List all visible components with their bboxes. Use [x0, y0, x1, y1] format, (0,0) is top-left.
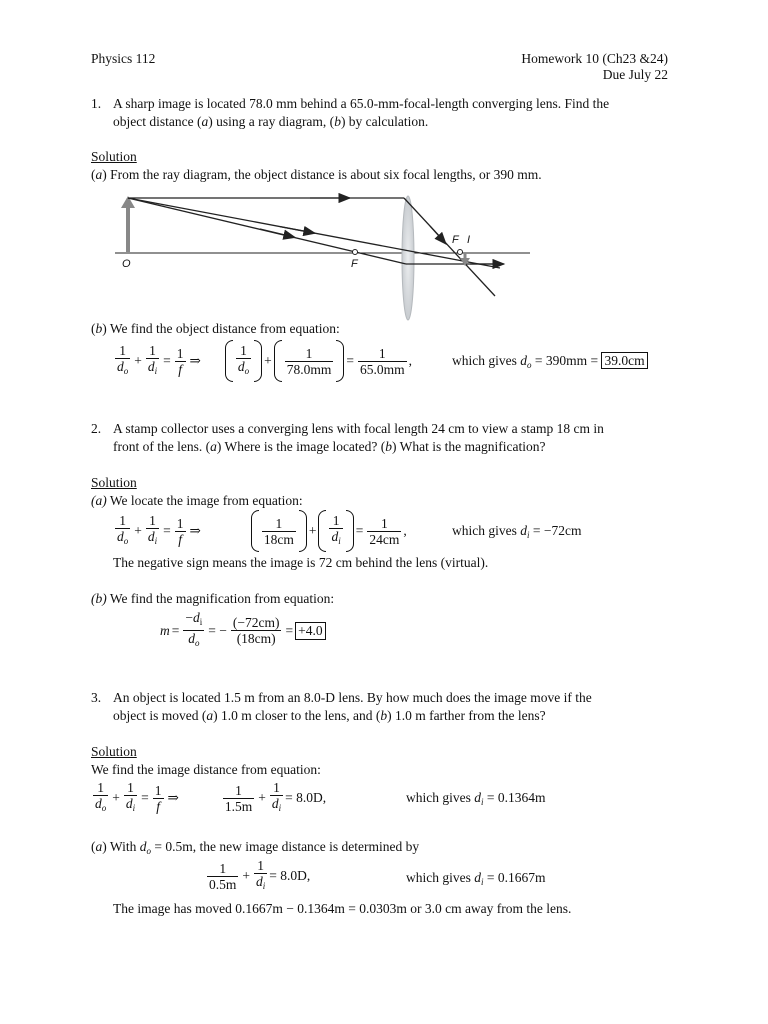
- solution-2b-text: (b) We find the magnification from equation:: [91, 591, 335, 606]
- focal-point-right: [458, 250, 463, 255]
- problem-3-line-2: object is moved (a) 1.0 m closer to the lens, and (b) 1.0 m farther from the lens?: [113, 708, 546, 723]
- problem-1-line-1: A sharp image is located 78.0 mm behind a 65.0-mm-focal-length converging lens. Find the: [113, 96, 610, 111]
- ray-diagram: [110, 188, 540, 323]
- solution-1-heading: Solution: [91, 149, 137, 164]
- solution-1a-text: (a) From the ray diagram, the object distance is about six focal lengths, or 390 mm.: [91, 167, 542, 182]
- image-moved-text: The image has moved 0.1667m − 0.1364m = 0.0303m or 3.0 cm away from the lens.: [113, 901, 572, 916]
- equation-2: $\frac{1}{d_o}$ + $\frac{1}{d_i}$ = $\frac{1}{f}$ ⇒ $\frac{1}{18cm}$ + $\frac{1}{d_i}$ = $\frac{1}{24cm}$ ,: [113, 510, 407, 552]
- problem-1-number: 1.: [91, 96, 102, 111]
- equation-1: $\frac{1}{d_o}$ + $\frac{1}{d_i}$ = $\frac{1}{f}$ ⇒ $\frac{1}{d_o}$ + $\frac{1}{78.0mm}$ = $\frac{1}{65.0mm}$ ,: [113, 340, 412, 382]
- label-F-right: F: [452, 234, 459, 246]
- negative-sign-note: The negative sign means the image is 72 cm behind the lens (virtual).: [113, 555, 489, 570]
- solution-1b-text: (b) We find the object distance from equation:: [91, 321, 340, 336]
- focal-point-left: [353, 250, 358, 255]
- magnification-equation: m = $\frac{-d_i}{d_o}$ = − $\frac{(-72cm)}{(18cm)}$ = +4.0: [160, 610, 326, 651]
- equation-2-result: which gives $d_i = -72cm$: [452, 523, 582, 540]
- solution-3a-text: (a) With $d_o = 0.5m$, the new image distance is determined by: [91, 839, 420, 856]
- label-F-left: F: [351, 258, 358, 270]
- ray-refracted: [404, 198, 495, 296]
- problem-3-line-1: An object is located 1.5 m from an 8.0-D lens. By how much does the image move if the: [113, 690, 592, 705]
- solution-3-intro: We find the image distance from equation:: [91, 762, 321, 777]
- solution-3-heading: Solution: [91, 744, 137, 759]
- problem-2-number: 2.: [91, 421, 102, 436]
- answer-1-box: 39.0cm: [601, 352, 647, 369]
- label-I: I: [467, 234, 471, 246]
- solution-2a-text: (a) We locate the image from equation:: [91, 493, 303, 508]
- problem-2-line-2: front of the lens. (a) Where is the image located? (b) What is the magnification?: [113, 439, 546, 454]
- homework-title: Homework 10 (Ch23 &24): [521, 51, 668, 66]
- solution-2-heading: Solution: [91, 475, 137, 490]
- label-O: O: [122, 258, 131, 270]
- answer-2-box: +4.0: [295, 622, 326, 640]
- equation-3a: $\frac{1}{0.5m}$ + $\frac{1}{d_i}$ = 8.0D,: [209, 858, 311, 892]
- problem-3-number: 3.: [91, 690, 102, 705]
- equation-1-result: which gives $d_o = 390mm = 39.0cm$: [452, 352, 648, 374]
- course-title: Physics 112: [91, 51, 156, 66]
- problem-2-line-1: A stamp collector uses a converging lens with focal length 24 cm to view a stamp 18 cm in: [113, 421, 604, 436]
- equation-3-result: which gives $d_i = 0.1364m$: [406, 790, 546, 807]
- lens-shape: [402, 196, 414, 320]
- problem-1-line-2: object distance (a) using a ray diagram, (b) by calculation.: [113, 114, 429, 129]
- equation-3a-result: which gives $d_i = 0.1667m$: [406, 870, 546, 887]
- due-date: Due July 22: [602, 67, 668, 82]
- equation-3: $\frac{1}{d_o}$ + $\frac{1}{d_i}$ = $\frac{1}{f}$ ⇒ $\frac{1}{1.5m}$ + $\frac{1}{d_i}$ = 8.0D,: [95, 780, 327, 814]
